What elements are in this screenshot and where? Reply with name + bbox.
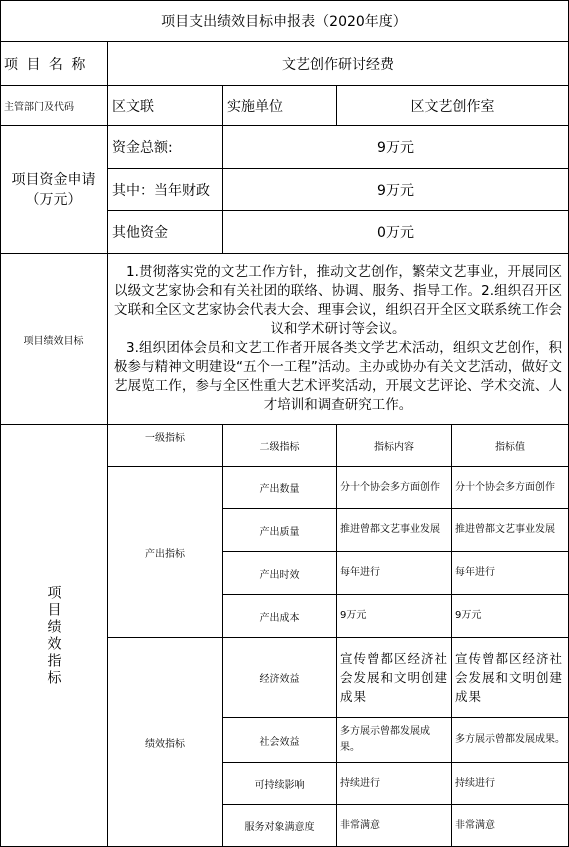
impl-unit-label: 实施单位 — [223, 86, 337, 126]
funds-label: 项目资金申请 （万元） — [0, 126, 108, 254]
project-name-label: 项 目 名 称 — [0, 42, 108, 86]
table-row-content: 非常满意 — [337, 805, 452, 847]
other-label: 其他资金 — [108, 211, 223, 254]
total-label: 资金总额: — [108, 126, 223, 169]
table-row-value: 每年进行 — [452, 552, 569, 595]
goal-paragraph: 3.组织团体会员和文艺工作者开展各类文学艺术活动，组织文艺创作，积极参与精神文明建设“五个一工程”活动。主办或协办有关文艺活动，做好文艺展览工作，参与全区性重大艺术评奖活动，开展文艺评论、学术交流、人才培训和调查研究工作。 — [114, 340, 562, 413]
table-row-content: 推进曾都文艺事业发展 — [337, 509, 452, 552]
table-row-value: 9万元 — [452, 595, 569, 638]
table-row-level2: 可持续影响 — [223, 763, 337, 805]
table-row-content: 多方展示曾都发展成果。 — [337, 718, 452, 763]
goal-text — [108, 254, 569, 425]
other-value: 0万元 — [223, 211, 569, 254]
table-row-level2: 产出时效 — [223, 552, 337, 595]
header-value: 指标值 — [452, 425, 569, 467]
table-row-level2: 产出数量 — [223, 467, 337, 509]
table-row-value: 分十个协会多方面创作 — [452, 467, 569, 509]
header-level1: 一级指标 — [108, 425, 223, 467]
total-value: 9万元 — [223, 126, 569, 169]
output-group-label: 产出指标 — [108, 467, 223, 638]
table-row-value: 推进曾都文艺事业发展 — [452, 509, 569, 552]
project-name-value: 文艺创作研讨经费 — [108, 42, 569, 86]
table-row-content: 持续进行 — [337, 763, 452, 805]
table-row-content: 每年进行 — [337, 552, 452, 595]
table-row-level2: 产出成本 — [223, 595, 337, 638]
header-content: 指标内容 — [337, 425, 452, 467]
dept-value: 区文联 — [108, 86, 223, 126]
goal-label: 项目绩效目标 — [0, 254, 108, 425]
table-row-level2: 社会效益 — [223, 718, 337, 763]
table-row-content: 分十个协会多方面创作 — [337, 467, 452, 509]
indicators-label: 项目绩效指标 — [45, 584, 62, 687]
header-level2: 二级指标 — [223, 425, 337, 467]
fiscal-label: 其中：当年财政 — [108, 169, 223, 211]
table-row-content: 9万元 — [337, 595, 452, 638]
table-row-level2: 产出质量 — [223, 509, 337, 552]
goal-paragraph: 1.贯彻落实党的文艺工作方针，推动文艺创作，繁荣文艺事业，开展同区以级文艺家协会和有关社团的联络、协调、服务、指导工作。2.组织召开区文联和全区文艺家协会代表大会、理事会议，组织召开全区文联系统工作会议和学术研讨等会议。 — [114, 264, 562, 337]
impl-unit-value: 区文艺创作室 — [337, 86, 569, 126]
table-row-value: 多方展示曾都发展成果。 — [452, 718, 569, 763]
table-row-level2: 服务对象满意度 — [223, 805, 337, 847]
table-row-value: 宣传曾都区经济社会发展和文明创建成果 — [452, 638, 569, 718]
dept-label: 主管部门及代码 — [0, 86, 108, 126]
table-row-content: 宣传曾都区经济社会发展和文明创建成果 — [337, 638, 452, 718]
table-row-level2: 经济效益 — [223, 638, 337, 718]
fiscal-value: 9万元 — [223, 169, 569, 211]
table-row-value: 持续进行 — [452, 763, 569, 805]
effect-group-label: 绩效指标 — [108, 638, 223, 847]
table-row-value: 非常满意 — [452, 805, 569, 847]
form-title: 项目支出绩效目标申报表（2020年度） — [0, 0, 569, 42]
indicators-label-cell — [0, 425, 108, 847]
